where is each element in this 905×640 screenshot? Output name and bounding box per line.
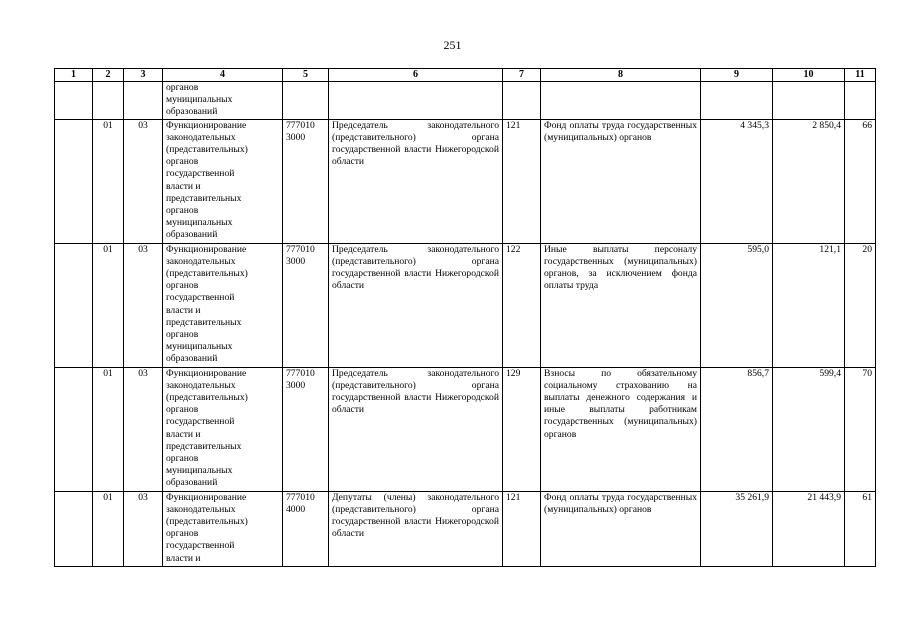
cell-amount-plan: 35 261,9 (701, 491, 773, 566)
cell-subsection: 03 (124, 119, 163, 243)
cell-section: 01 (93, 367, 124, 491)
cell-col1 (55, 243, 93, 367)
cell-section-name: Функционирование законодательных (представительных) органов государственной власти и представительных органов муниципальных образований (163, 243, 283, 367)
budget-table (54, 68, 876, 567)
cell-section: 01 (93, 491, 124, 566)
cell-section-name: органов муниципальных образований (163, 82, 283, 120)
cell-expense-type: 122 (503, 243, 541, 367)
cell-expense-type (503, 82, 541, 120)
column-header: 9 (701, 69, 773, 82)
cell-section-name: Функционирование законодательных (представительных) органов государственной власти и представительных органов муниципальных образований (163, 119, 283, 243)
cell-subsection: 03 (124, 491, 163, 566)
cell-subsection (124, 82, 163, 120)
cell-target-code (283, 82, 329, 120)
cell-target-code: 777010 3000 (283, 119, 329, 243)
cell-target-code: 777010 3000 (283, 243, 329, 367)
column-header: 5 (283, 69, 329, 82)
cell-expense-name: Иные выплаты персоналу государственных (муниципальных) органов, за исключением фонда оплаты труда (541, 243, 701, 367)
cell-target-code: 777010 3000 (283, 367, 329, 491)
cell-col1 (55, 82, 93, 120)
cell-subsection: 03 (124, 243, 163, 367)
cell-percent: 61 (845, 491, 876, 566)
cell-expense-name (541, 82, 701, 120)
page-number: 251 (443, 38, 462, 52)
cell-amount-actual: 599,4 (773, 367, 845, 491)
cell-col1 (55, 491, 93, 566)
cell-target-name: Депутаты (члены) законодательного (представительного) органа государственной власти Нижегородской области (329, 491, 503, 566)
column-header: 3 (124, 69, 163, 82)
cell-subsection: 03 (124, 367, 163, 491)
cell-section: 01 (93, 119, 124, 243)
cell-amount-plan: 4 345,3 (701, 119, 773, 243)
column-header: 11 (845, 69, 876, 82)
cell-target-code: 777010 4000 (283, 491, 329, 566)
cell-section-name: Функционирование законодательных (представительных) органов государственной власти и (163, 491, 283, 566)
cell-percent: 70 (845, 367, 876, 491)
table-row (55, 367, 876, 491)
cell-percent (845, 82, 876, 120)
column-header: 2 (93, 69, 124, 82)
cell-expense-name: Взносы по обязательному социальному страхованию на выплаты денежного содержания и иные выплаты работникам государственных (муниципальных) органов (541, 367, 701, 491)
column-header: 6 (329, 69, 503, 82)
cell-col1 (55, 367, 93, 491)
column-header: 8 (541, 69, 701, 82)
cell-percent: 20 (845, 243, 876, 367)
cell-expense-name: Фонд оплаты труда государственных (муниципальных) органов (541, 119, 701, 243)
cell-amount-plan: 856,7 (701, 367, 773, 491)
column-header: 1 (55, 69, 93, 82)
cell-section (93, 82, 124, 120)
cell-col1 (55, 119, 93, 243)
column-header: 7 (503, 69, 541, 82)
cell-expense-name: Фонд оплаты труда государственных (муниципальных) органов (541, 491, 701, 566)
cell-target-name: Председатель законодательного (представительного) органа государственной власти Нижегородской области (329, 367, 503, 491)
cell-amount-actual: 2 850,4 (773, 119, 845, 243)
table-row (55, 243, 876, 367)
cell-section: 01 (93, 243, 124, 367)
cell-amount-actual: 121,1 (773, 243, 845, 367)
header-row (55, 69, 876, 82)
cell-section-name: Функционирование законодательных (представительных) органов государственной власти и представительных органов муниципальных образований (163, 367, 283, 491)
cell-target-name: Председатель законодательного (представительного) органа государственной власти Нижегородской области (329, 119, 503, 243)
cell-amount-actual (773, 82, 845, 120)
cell-percent: 66 (845, 119, 876, 243)
cell-amount-plan: 595,0 (701, 243, 773, 367)
cell-expense-type: 129 (503, 367, 541, 491)
column-header: 10 (773, 69, 845, 82)
table-row (55, 82, 876, 120)
table-row (55, 491, 876, 566)
cell-target-name: Председатель законодательного (представительного) органа государственной власти Нижегородской области (329, 243, 503, 367)
column-header: 4 (163, 69, 283, 82)
cell-expense-type: 121 (503, 119, 541, 243)
cell-expense-type: 121 (503, 491, 541, 566)
cell-amount-plan (701, 82, 773, 120)
table-row (55, 119, 876, 243)
cell-amount-actual: 21 443,9 (773, 491, 845, 566)
cell-target-name (329, 82, 503, 120)
